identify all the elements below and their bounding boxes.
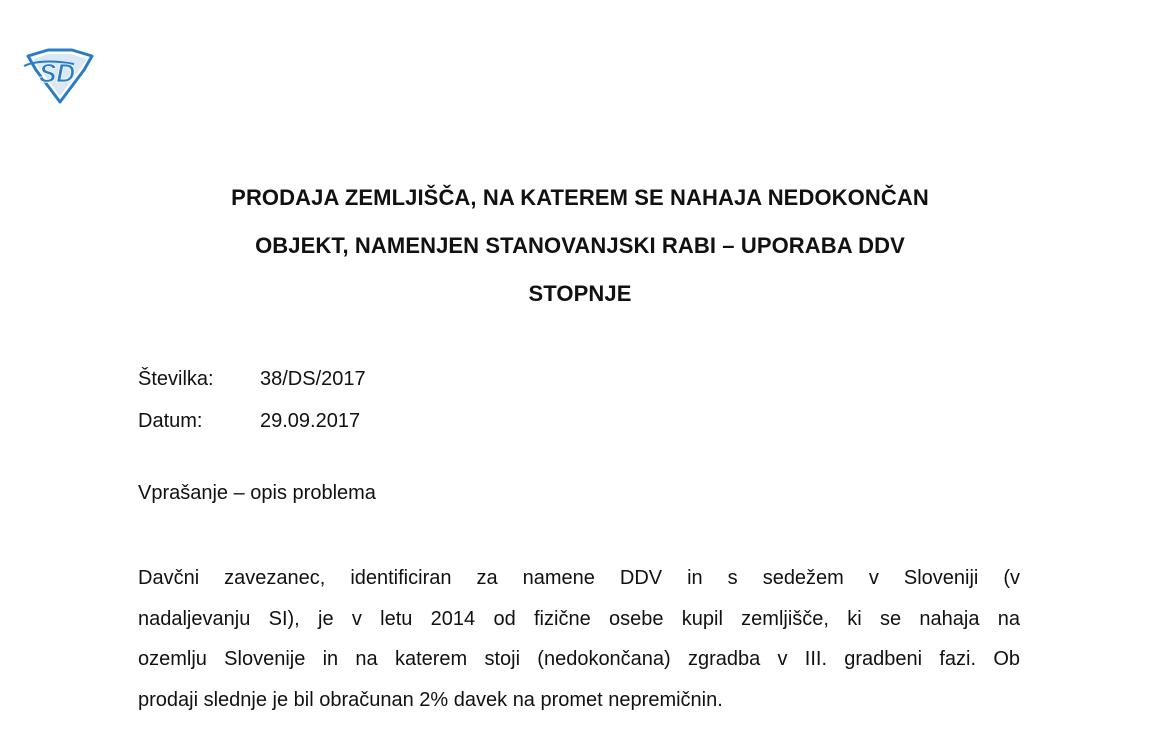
date-row: [138, 400, 366, 442]
date-label: Datum:: [138, 410, 203, 432]
paragraph-line: nadaljevanju SI), je v letu 2014 od fizične osebe kupil zemljišče, ki se nahaja na: [138, 607, 1020, 630]
number-value: 38/DS/2017: [260, 368, 366, 390]
title-line: OBJEKT, NAMENJEN STANOVANJSKI RABI – UPORABA DDV: [255, 233, 905, 258]
svg-text:SD: SD: [38, 58, 76, 88]
paragraph-line: ozemlju Slovenije in na katerem stoji (nedokončana) zgradba v III. gradbeni fazi. Ob: [138, 648, 1020, 670]
number-label: Številka:: [138, 368, 214, 390]
date-value: 29.09.2017: [260, 410, 361, 432]
sd-shield-logo-icon: [22, 48, 96, 104]
paragraph-line: prodaji slednje je bil obračunan 2% davek na promet nepremičnin.: [138, 688, 723, 711]
paragraph-line: Davčni zavezanec, identificiran za namene DDV in s sedežem v Sloveniji (v: [138, 567, 1020, 589]
title-line: STOPNJE: [528, 281, 632, 306]
title-line: PRODAJA ZEMLJIŠČA, NA KATEREM SE NAHAJA NEDOKONČAN: [231, 185, 929, 210]
document-meta: [138, 358, 366, 442]
body-paragraph: [138, 558, 1020, 720]
section-heading: Vprašanje – opis problema: [138, 482, 376, 504]
number-row: [138, 358, 366, 400]
document-title: [120, 174, 1040, 318]
